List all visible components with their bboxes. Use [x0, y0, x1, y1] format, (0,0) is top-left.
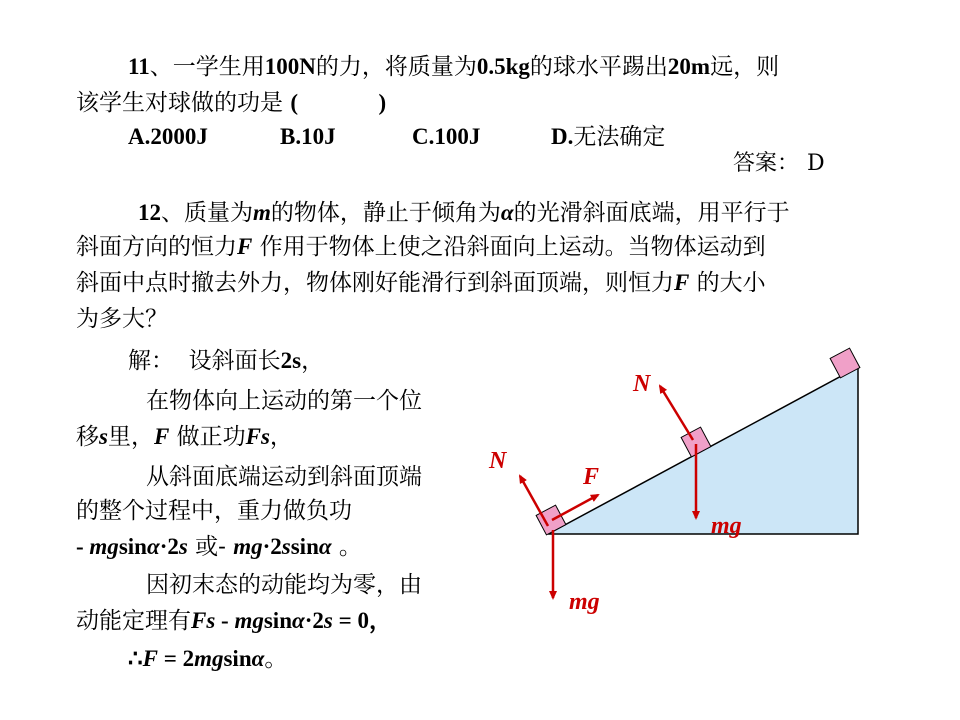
q12-line3: 斜面中点时撤去外力，物体刚好能滑行到斜面顶端，则恒力F 的大小 [76, 270, 766, 296]
q12-number: 12 [138, 200, 161, 225]
label-N-left: N [489, 448, 507, 474]
q12-line4: 为多大？ [76, 306, 168, 332]
q12-line2: 斜面方向的恒力F 作用于物体上使之沿斜面向上运动。当物体运动到 [76, 234, 766, 260]
normal-force-arrow-top [660, 386, 693, 440]
q11-line1: 11、一学生用100N的力，将质量为0.5kg的球水平踢出20m远，则 [128, 54, 780, 80]
answer-blank: ( ) [290, 90, 387, 115]
q12-line1: 12、质量为m的物体，静止于倾角为α的光滑斜面底端，用平行于 [138, 200, 790, 226]
option-a: A.2000J [128, 124, 208, 149]
solution-line2: 在物体向上运动的第一个位 [146, 388, 422, 414]
solution-line4: 从斜面底端运动到斜面顶端 [146, 464, 422, 490]
normal-force-arrow-left [520, 476, 548, 526]
solution-line6: - mgsinα·2s 或- mg·2ssinα 。 [76, 534, 362, 560]
label-F: F [583, 464, 600, 490]
option-c: C.100J [412, 124, 481, 149]
solution-line8: 动能定理有Fs - mgsinα·2s = 0， [76, 608, 392, 634]
solution-line3: 移s里，F 做正功Fs， [76, 424, 293, 450]
q11-answer: 答案： D [733, 151, 825, 176]
solution-line7: 因初末态的动能均为零，由 [146, 572, 422, 598]
q11-number: 11 [128, 54, 150, 79]
q11-line2: 该学生对球做的功是 ( ) [76, 90, 387, 116]
solution-line5: 的整个过程中，重力做负功 [76, 498, 352, 524]
solution-line9: ∴F = 2mgsinα。 [128, 646, 288, 672]
option-b: B.10J [280, 124, 336, 149]
label-mg-bottom: mg [569, 589, 600, 615]
solution-line1: 解： 设斜面长2s， [128, 348, 325, 374]
label-mg-right: mg [711, 513, 742, 539]
option-d: D.无法确定 [551, 124, 666, 150]
label-N-top: N [633, 371, 651, 397]
